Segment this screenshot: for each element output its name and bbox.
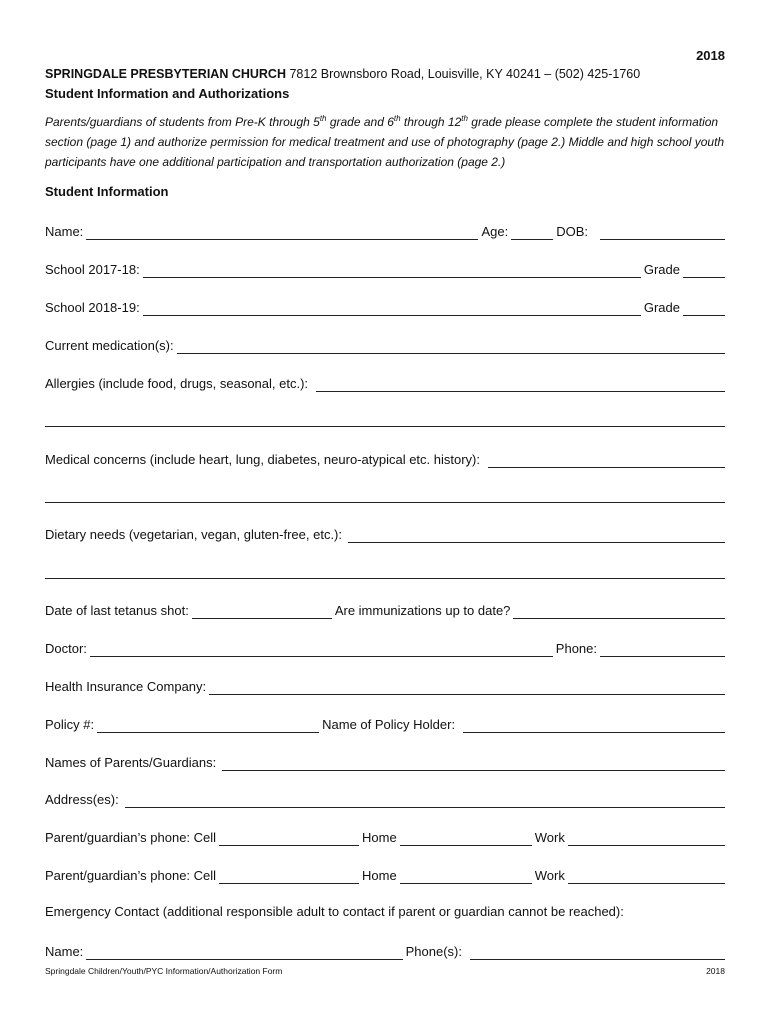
immunizations-field[interactable]	[513, 602, 725, 619]
policy-field[interactable]	[97, 716, 319, 733]
parents-field[interactable]	[222, 754, 725, 771]
intro-text-2: grade and 6	[326, 115, 394, 129]
doctor-field[interactable]	[90, 640, 553, 657]
tetanus-label: Date of last tetanus shot:	[45, 603, 189, 618]
intro-text-3: through 12	[400, 115, 462, 129]
tetanus-field[interactable]	[192, 602, 332, 619]
allergies-label: Allergies (include food, drugs, seasonal, etc.):	[45, 376, 309, 391]
parents-label: Names of Parents/Guardians:	[45, 755, 217, 770]
address-field[interactable]	[125, 791, 725, 808]
emergency-phones-field[interactable]	[470, 943, 725, 960]
row-parent-phone-2	[45, 864, 725, 884]
intro-text-1: Parents/guardians of students from Pre-K through 5	[45, 115, 320, 129]
row-insurance	[45, 675, 725, 695]
school-2-field[interactable]	[143, 299, 641, 316]
dietary-label: Dietary needs (vegetarian, vegan, gluten-free, etc.):	[45, 527, 342, 542]
age-label: Age:	[481, 224, 509, 239]
parent-phone-1-home-field[interactable]	[400, 829, 532, 846]
allergies-field-line-2[interactable]	[45, 426, 725, 427]
age-field[interactable]	[511, 223, 553, 240]
medications-label: Current medication(s):	[45, 338, 174, 353]
grade-2-label: Grade	[643, 300, 680, 315]
doctor-phone-field[interactable]	[600, 640, 725, 657]
grade-1-label: Grade	[643, 262, 680, 277]
row-address	[45, 788, 725, 808]
name-field[interactable]	[86, 223, 478, 240]
emergency-phones-label: Phone(s):	[405, 944, 462, 959]
school-2-label: School 2018-19:	[45, 300, 140, 315]
parent-phone-2-work-field[interactable]	[568, 867, 725, 884]
dietary-field[interactable]	[348, 526, 725, 543]
address-label: Address(es):	[45, 792, 119, 807]
medical-label: Medical concerns (include heart, lung, diabetes, neuro-atypical etc. history):	[45, 452, 480, 467]
parent-phone-2-home-field[interactable]	[400, 867, 532, 884]
parent-phone-2-work-label: Work	[534, 868, 565, 883]
grade-2-field[interactable]	[683, 299, 725, 316]
footer-form-name: Springdale Children/Youth/PYC Information/Authorization Form	[45, 966, 283, 976]
church-name: SPRINGDALE PRESBYTERIAN CHURCH	[45, 67, 286, 81]
parent-phone-2-home-label: Home	[362, 868, 397, 883]
row-school-2	[45, 296, 725, 316]
row-dietary	[45, 523, 725, 543]
row-doctor	[45, 637, 725, 657]
doctor-label: Doctor:	[45, 641, 87, 656]
church-address: 7812 Brownsboro Road, Louisville, KY 40241 – (502) 425-1760	[286, 67, 641, 81]
medical-field[interactable]	[488, 451, 725, 468]
intro-paragraph	[45, 112, 725, 172]
parent-phone-1-cell-label: Parent/guardian’s phone: Cell	[45, 830, 217, 845]
parent-phone-1-work-label: Work	[534, 830, 565, 845]
row-medications	[45, 334, 725, 354]
row-parents	[45, 751, 725, 771]
intro-sup-1: th	[319, 114, 327, 123]
row-emergency	[45, 940, 725, 960]
dob-field[interactable]	[600, 223, 725, 240]
grade-1-field[interactable]	[683, 261, 725, 278]
parent-phone-1-home-label: Home	[362, 830, 397, 845]
church-header	[45, 67, 640, 81]
intro-text-4: grade please complete the student information section (page 1) and authorize permission for medical treatment and use of photography (page 2.) Middle and high school youth participants have one additional participation and transportation authorization (page 2.)	[45, 115, 725, 169]
policy-holder-field[interactable]	[463, 716, 725, 733]
row-policy	[45, 713, 725, 733]
form-title: Student Information and Authorizations	[45, 86, 290, 101]
emergency-name-field[interactable]	[86, 943, 402, 960]
name-label: Name:	[45, 224, 84, 239]
parent-phone-1-work-field[interactable]	[568, 829, 725, 846]
footer-year: 2018	[706, 966, 725, 976]
school-1-label: School 2017-18:	[45, 262, 140, 277]
doctor-phone-label: Phone:	[555, 641, 597, 656]
dietary-field-line-2[interactable]	[45, 578, 725, 579]
dob-label: DOB:	[556, 224, 588, 239]
parent-phone-1-cell-field[interactable]	[219, 829, 359, 846]
policy-holder-label: Name of Policy Holder:	[322, 717, 456, 732]
allergies-field[interactable]	[316, 375, 725, 392]
medications-field[interactable]	[177, 337, 725, 354]
row-parent-phone-1	[45, 826, 725, 846]
parent-phone-2-cell-field[interactable]	[219, 867, 359, 884]
form-year: 2018	[696, 48, 725, 63]
policy-label: Policy #:	[45, 717, 95, 732]
school-1-field[interactable]	[143, 261, 641, 278]
parent-phone-2-cell-label: Parent/guardian’s phone: Cell	[45, 868, 217, 883]
row-name	[45, 220, 725, 240]
row-allergies	[45, 372, 725, 392]
row-school-1	[45, 258, 725, 278]
row-medical	[45, 448, 725, 468]
emergency-contact-heading: Emergency Contact (additional responsible adult to contact if parent or guardian cannot be reached):	[45, 904, 624, 919]
emergency-name-label: Name:	[45, 944, 84, 959]
section-title: Student Information	[45, 184, 169, 199]
row-tetanus	[45, 599, 725, 619]
intro-sup-2: th	[393, 114, 401, 123]
intro-sup-3: th	[461, 114, 468, 123]
immunizations-label: Are immunizations up to date?	[334, 603, 511, 618]
insurance-field[interactable]	[209, 678, 725, 695]
insurance-label: Health Insurance Company:	[45, 679, 207, 694]
medical-field-line-2[interactable]	[45, 502, 725, 503]
